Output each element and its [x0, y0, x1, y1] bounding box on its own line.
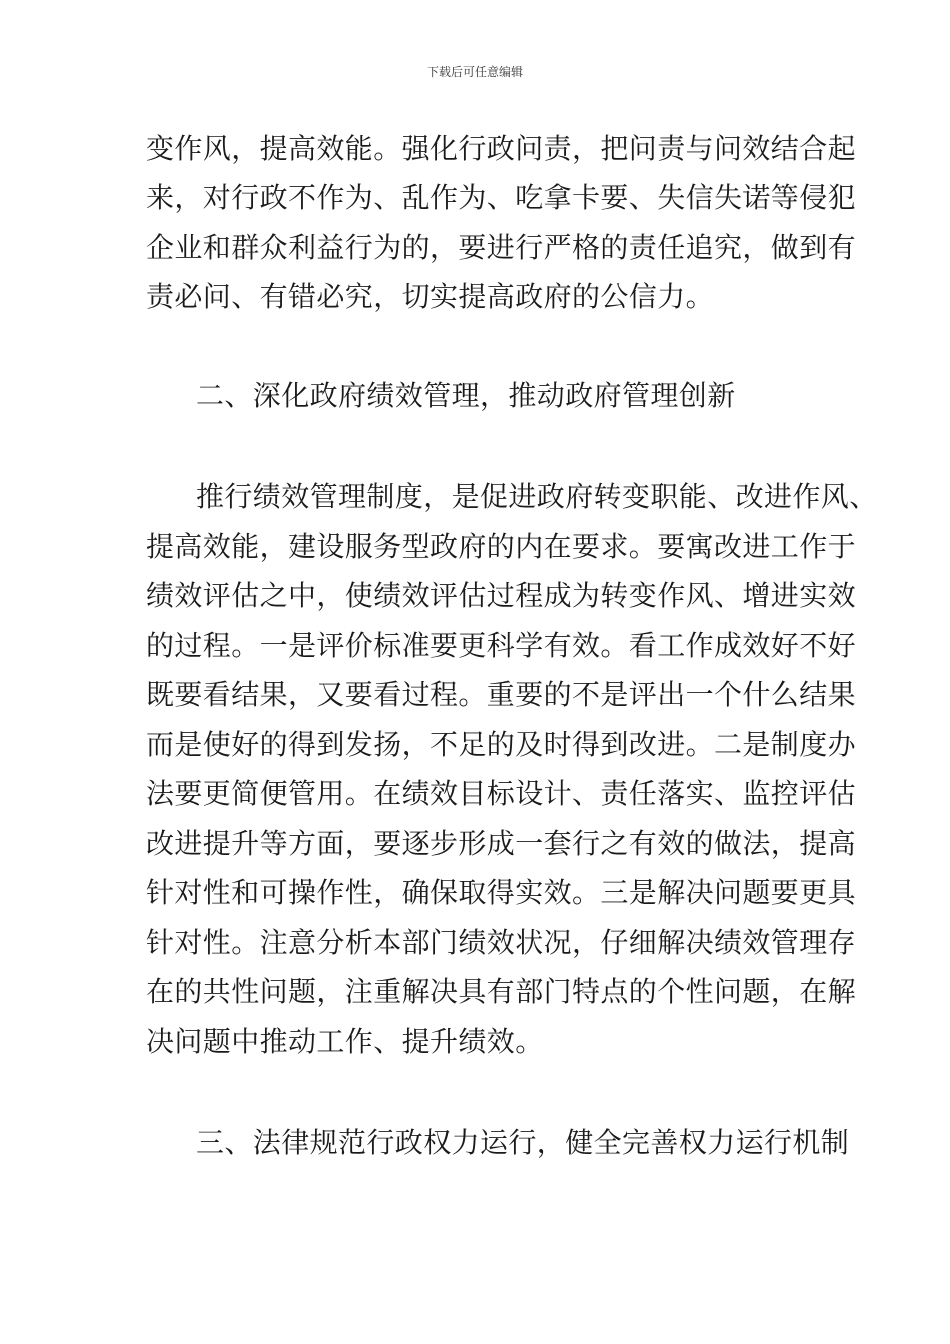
paragraph-line: 的过程。一是评价标准要更科学有效。看工作成效好不好 — [146, 629, 857, 662]
paragraph-line: 而是使好的得到发扬，不足的及时得到改进。二是制度办 — [146, 728, 857, 761]
paragraph-line: 绩效评估之中，使绩效评估过程成为转变作风、增进实效 — [146, 579, 857, 612]
paragraph-line: 来，对行政不作为、乱作为、吃拿卡要、失信失诺等侵犯 — [146, 181, 857, 214]
section-heading-2: 二、深化政府绩效管理，推动政府管理创新 — [196, 379, 736, 412]
paragraph-line: 责必问、有错必究，切实提高政府的公信力。 — [146, 280, 715, 313]
paragraph-line: 针对性。注意分析本部门绩效状况，仔细解决绩效管理存 — [146, 926, 857, 959]
paragraph-line: 企业和群众利益行为的，要进行严格的责任追究，做到有 — [146, 231, 857, 264]
paragraph-line: 针对性和可操作性，确保取得实效。三是解决问题要更具 — [146, 876, 857, 909]
paragraph-line: 推行绩效管理制度，是促进政府转变职能、改进作风、 — [196, 480, 878, 513]
page-header: 下载后可任意编辑 — [426, 65, 523, 79]
paragraph-line: 法要更简便管用。在绩效目标设计、责任落实、监控评估 — [146, 777, 857, 810]
section-heading-3: 三、法律规范行政权力运行，健全完善权力运行机制 — [196, 1126, 850, 1159]
paragraph-line: 改进提升等方面，要逐步形成一套行之有效的做法，提高 — [146, 827, 857, 860]
paragraph-line: 决问题中推动工作、提升绩效。 — [146, 1025, 544, 1058]
paragraph-line: 在的共性问题，注重解决具有部门特点的个性问题，在解 — [146, 975, 857, 1008]
paragraph-line: 既要看结果，又要看过程。重要的不是评出一个什么结果 — [146, 678, 857, 711]
paragraph-line: 提高效能，建设服务型政府的内在要求。要寓改进工作于 — [146, 530, 857, 563]
paragraph-line: 变作风，提高效能。强化行政问责，把问责与问效结合起 — [146, 132, 857, 165]
